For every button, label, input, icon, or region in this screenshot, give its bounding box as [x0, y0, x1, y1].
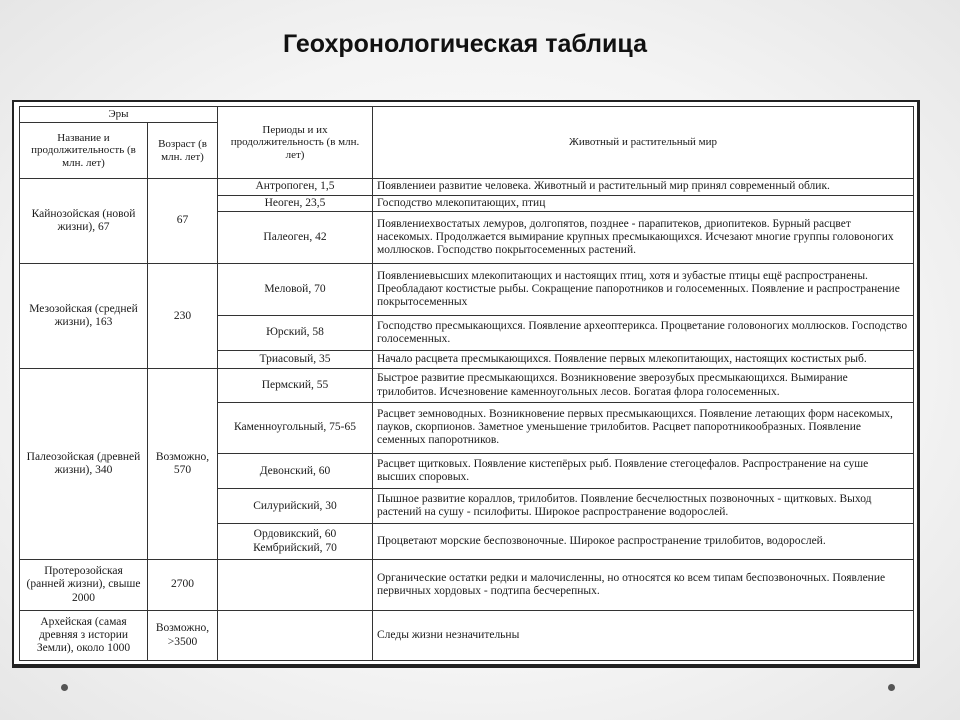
life-ordovician-cambrian: Процветают морские беспозвоночные. Широкое распространение трилобитов, водорослей.	[373, 524, 914, 559]
page-title: Геохронологическая таблица	[283, 30, 647, 58]
period-ordovician-cambrian	[218, 524, 373, 559]
period-archean-empty	[218, 611, 373, 661]
life-anthropogen: Появлениеи развитие человека. Животный и растительный мир принял современный облик.	[373, 178, 914, 195]
header-name-duration: Название и продолжительность (в млн. лет)	[20, 123, 148, 179]
era-proterozoic-name: Протерозойская (ранней жизни), свыше 2000	[20, 559, 148, 611]
era-paleozoic-name: Палеозойская (древней жизни), 340	[20, 369, 148, 559]
era-proterozoic-age: 2700	[148, 559, 218, 611]
header-periods: Периоды и их продолжительность (в млн. лет)	[218, 107, 373, 179]
life-devonian: Расцвет щитковых. Появление кистепёрых рыб. Появление стегоцефалов. Распространение на суше высших споровых.	[373, 454, 914, 489]
period-proterozoic-empty	[218, 559, 373, 611]
life-neogen: Господство млекопитающих, птиц	[373, 195, 914, 212]
geochronological-table-frame	[12, 100, 920, 668]
period-anthropogen: Антропоген, 1,5	[218, 178, 373, 195]
era-cenozoic-age: 67	[148, 178, 218, 263]
slide-dot-left	[61, 684, 68, 691]
life-silurian: Пышное развитие кораллов, трилобитов. Появление бесчелюстных позвоночных - щитковых. Выход растений на сушу - псилофиты. Широкое распространение водорослей.	[373, 489, 914, 524]
geochronological-table	[19, 106, 914, 661]
header-age: Возраст (в млн. лет)	[148, 123, 218, 179]
era-paleozoic-age: Возможно, 570	[148, 369, 218, 559]
header-eras: Эры	[20, 107, 218, 123]
life-carboniferous: Расцвет земноводных. Возникновение первых пресмыкающихся. Появление летающих форм насекомых, пауков, скорпионов. Заметное уменьшение трилобитов. Расцвет папоротникообразных. Появление семенных папоротников.	[373, 402, 914, 454]
period-jurassic: Юрский, 58	[218, 315, 373, 350]
life-proterozoic: Органические остатки редки и малочисленны, но относятся ко всем типам беспозвоночных. Появление первичных хордовых - подтипа бесчерепных.	[373, 559, 914, 611]
period-carboniferous: Каменноугольный, 75-65	[218, 402, 373, 454]
era-archean-name: Архейская (самая древняя з истории Земли), около 1000	[20, 611, 148, 661]
era-archean-age: Возможно, >3500	[148, 611, 218, 661]
life-permian: Быстрое развитие пресмыкающихся. Возникновение зверозубых пресмыкающихся. Вымирание трилобитов. Исчезновение каменноугольных лесов. Богатая флора голосеменных.	[373, 369, 914, 402]
era-cenozoic-name: Кайнозойская (новой жизни), 67	[20, 178, 148, 263]
period-ordovician: Ордовикский, 60	[253, 528, 337, 541]
period-neogen: Неоген, 23,5	[218, 195, 373, 212]
era-mesozoic-age: 230	[148, 264, 218, 369]
era-mesozoic-name: Мезозойская (средней жизни), 163	[20, 264, 148, 369]
life-archean: Следы жизни незначительны	[373, 611, 914, 661]
life-jurassic: Господство пресмыкающихся. Появление археоптерикса. Процветание головоногих моллюсков. Господство голосеменных.	[373, 315, 914, 350]
life-cretaceous: Появлениевысших млекопитающих и настоящих птиц, хотя и зубастые птицы ещё распространены. Преобладают костистые рыбы. Сокращение папоротников и голосеменных. Появление и распространение покрытосеменных	[373, 264, 914, 316]
period-cambrian: Кембрийский, 70	[253, 541, 337, 554]
life-paleogen: Появлениехвостатых лемуров, долгопятов, позднее - парапитеков, дриопитеков. Бурный расцвет насекомых. Продолжается вымирание крупных пресмыкающихся. Исчезают многие группы головоногих моллюсков. Господство покрытосеменных растений.	[373, 212, 914, 264]
period-cretaceous: Меловой, 70	[218, 264, 373, 316]
life-triassic: Начало расцвета пресмыкающихся. Появление первых млекопитающих, настоящих костистых рыб.	[373, 350, 914, 369]
header-life: Животный и растительный мир	[373, 107, 914, 179]
slide-dot-right	[888, 684, 895, 691]
period-triassic: Триасовый, 35	[218, 350, 373, 369]
period-silurian: Силурийский, 30	[218, 489, 373, 524]
period-paleogen: Палеоген, 42	[218, 212, 373, 264]
period-permian: Пермский, 55	[218, 369, 373, 402]
period-devonian: Девонский, 60	[218, 454, 373, 489]
